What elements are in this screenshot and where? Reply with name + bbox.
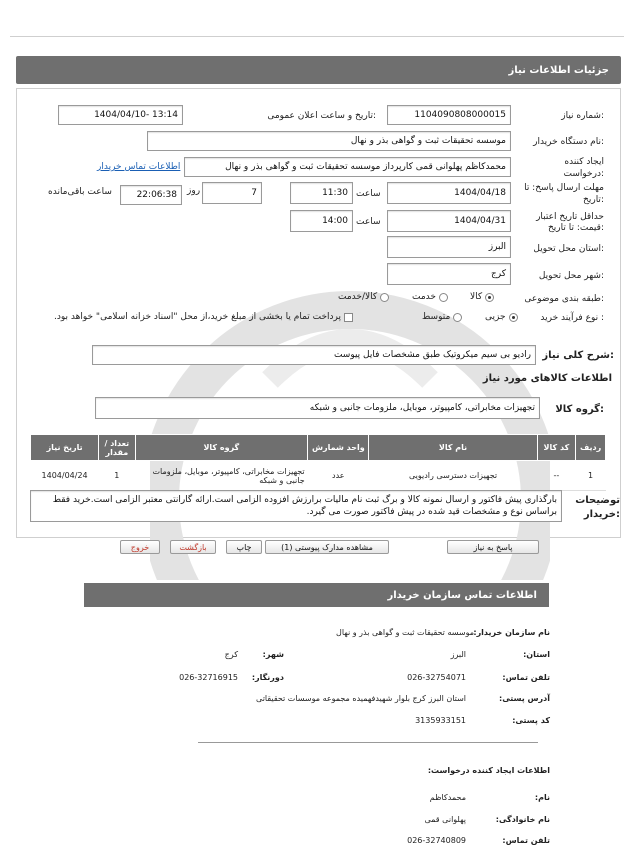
announce-date-field: 1404/04/10- 13:14 [58, 105, 183, 125]
announce-date-label: تاریخ و ساعت اعلان عمومی: [267, 111, 376, 121]
creator-label-line1: ایجاد کننده [564, 157, 604, 167]
org-label: نام سازمان خریدار: [473, 628, 550, 637]
fax-label: دورنگار: [251, 673, 284, 682]
org-value: موسسه تحقیقات ثبت و گواهی بذر و نهال [336, 628, 474, 637]
validity-time-label: ساعت [356, 217, 381, 227]
postal-code-value: 3135933151 [415, 716, 466, 725]
creator-phone-value: 026-32740809 [407, 836, 466, 845]
top-divider [10, 36, 624, 37]
process-label: نوع فرآیند خرید : [540, 313, 604, 323]
category-option-goods[interactable]: کالا [470, 292, 494, 302]
cell-name: تجهیزات دسترسی رادیویی [369, 461, 537, 491]
col-name-header: نام کالا [369, 435, 537, 461]
cell-row: 1 [576, 461, 606, 491]
process-option-medium[interactable]: متوسط [422, 312, 462, 322]
radio-selected-icon[interactable] [485, 293, 494, 302]
summary-label: شرح کلی نیاز: [542, 350, 614, 361]
goods-table [30, 434, 606, 491]
buyer-field: موسسه تحقیقات ثبت و گواهی بذر و نهال [147, 131, 511, 151]
need-number-field: 1104090808000015 [387, 105, 511, 125]
col-code-header: کد کالا [537, 435, 576, 461]
province-field: البرز [387, 236, 511, 258]
goods-info-title: اطلاعات کالاهای مورد نیاز [482, 373, 612, 384]
contact-province-label: استان: [523, 650, 550, 659]
exit-button[interactable]: خروج [120, 540, 160, 554]
deadline-time-label: ساعت [356, 189, 381, 199]
creator-label-line2: درخواست: [563, 169, 604, 179]
cell-code: -- [537, 461, 576, 491]
cell-date: 1404/04/24 [31, 461, 99, 491]
radio-icon[interactable] [439, 293, 448, 302]
col-group-header: گروه کالا [135, 435, 308, 461]
cell-unit: عدد [308, 461, 369, 491]
page-title: جزئیات اطلاعات نیاز [16, 56, 621, 84]
contact-title: اطلاعات تماس سازمان خریدار [84, 583, 549, 607]
remaining-time-label: ساعت باقی‌مانده [48, 187, 112, 197]
buyer-contact-link[interactable]: اطلاعات تماس خریدار [97, 162, 181, 172]
view-documents-button[interactable]: مشاهده مدارک پیوستی (1) [265, 540, 389, 554]
city-field: کرج [387, 263, 511, 285]
back-button[interactable]: بازگشت [170, 540, 216, 554]
col-unit-header: واحد شمارش [308, 435, 369, 461]
cell-qty: 1 [99, 461, 135, 491]
days-remaining-field: 7 [202, 182, 262, 204]
creator-family-value: پهلوانی قمی [424, 815, 466, 824]
contact-divider [198, 742, 538, 743]
print-button[interactable]: چاپ [226, 540, 262, 554]
goods-group-field: تجهیزات مخابراتی، کامپیوتر، موبایل، ملزومات جانبی و شبکه [95, 397, 540, 419]
contact-city-value: کرج [224, 650, 238, 659]
creator-name-value: محمدکاظم [429, 793, 466, 802]
city-label: شهر محل تحویل: [538, 271, 604, 281]
province-label: استان محل تحویل: [533, 244, 604, 254]
validity-label-line2: قیمت: تا تاریخ: [547, 223, 604, 233]
need-number-label: شماره نیاز: [561, 111, 604, 121]
remaining-time-field: 22:06:38 [120, 185, 182, 205]
buyer-notes-field: بارگذاری پیش فاکتور و ارسال نمونه کالا و برگ ثبت نام مالیات برارزش افزوده الزامی است.ارائه گارانتی معتبر الزامی است.خرید فقط براساس نوع و مشخصات قید شده در پیش فاکتور صورت می گیرد. [30, 490, 562, 522]
category-option-goods-service[interactable]: کالا/خدمت [338, 292, 389, 302]
buyer-notes-label-line2: خریدار: [583, 509, 620, 520]
postal-code-label: کد پستی: [512, 716, 550, 725]
checkbox-icon[interactable] [344, 313, 353, 322]
day-label: روز [187, 186, 201, 196]
creator-name-label: نام: [534, 793, 550, 802]
col-row-header: ردیف [576, 435, 606, 461]
creator-phone-label: تلفن تماس: [502, 836, 550, 845]
contact-city-label: شهر: [262, 650, 284, 659]
radio-selected-icon[interactable] [509, 313, 518, 322]
category-option-service[interactable]: خدمت [412, 292, 448, 302]
address-value: استان البرز کرج بلوار شهیدفهمیده مجموعه موسسات تحقیقاتی [256, 694, 466, 703]
buyer-label: نام دستگاه خریدار: [533, 137, 604, 147]
treasury-payment-option[interactable]: پرداخت تمام یا بخشی از مبلغ خرید،از محل "اسناد خزانه اسلامی" خواهد بود. [54, 312, 353, 322]
summary-field: رادیو بی سیم میکروتیک طبق مشخصات فایل پیوست [92, 345, 536, 365]
col-qty-header: تعداد / مقدار [99, 435, 135, 461]
reply-button[interactable]: پاسخ به نیاز [447, 540, 539, 554]
cell-group: تجهیزات مخابراتی، کامپیوتر، موبایل، ملزومات جانبی و شبکه [135, 461, 308, 491]
radio-icon[interactable] [453, 313, 462, 322]
validity-date-field: 1404/04/31 [387, 210, 511, 232]
deadline-label-line2: تاریخ: [583, 195, 604, 205]
fax-value: 026-32716915 [179, 673, 238, 682]
creator-family-label: نام خانوادگی: [495, 815, 550, 824]
table-row [31, 461, 606, 491]
contact-phone-value: 026-32754071 [407, 673, 466, 682]
validity-label-line1: حداقل تاریخ اعتبار [536, 212, 604, 222]
deadline-date-field: 1404/04/18 [387, 182, 511, 204]
validity-time-field: 14:00 [290, 210, 353, 232]
contact-province-value: البرز [450, 650, 466, 659]
deadline-time-field: 11:30 [290, 182, 353, 204]
contact-phone-label: تلفن تماس: [502, 673, 550, 682]
radio-icon[interactable] [380, 293, 389, 302]
address-label: آدرس پستی: [499, 694, 550, 703]
buyer-notes-label-line1: توضیحات [575, 495, 620, 506]
col-date-header: تاریخ نیاز [31, 435, 99, 461]
category-label: طبقه بندی موضوعی: [524, 294, 604, 304]
creator-info-title: اطلاعات ایجاد کننده درخواست: [427, 766, 550, 775]
deadline-label-line1: مهلت ارسال پاسخ: تا [524, 183, 604, 193]
goods-group-label: گروه کالا: [555, 404, 604, 415]
creator-field: محمدکاظم پهلوانی قمی کارپرداز موسسه تحقیقات ثبت و گواهی بذر و نهال [184, 157, 511, 177]
process-option-minor[interactable]: جزیی [485, 312, 518, 322]
